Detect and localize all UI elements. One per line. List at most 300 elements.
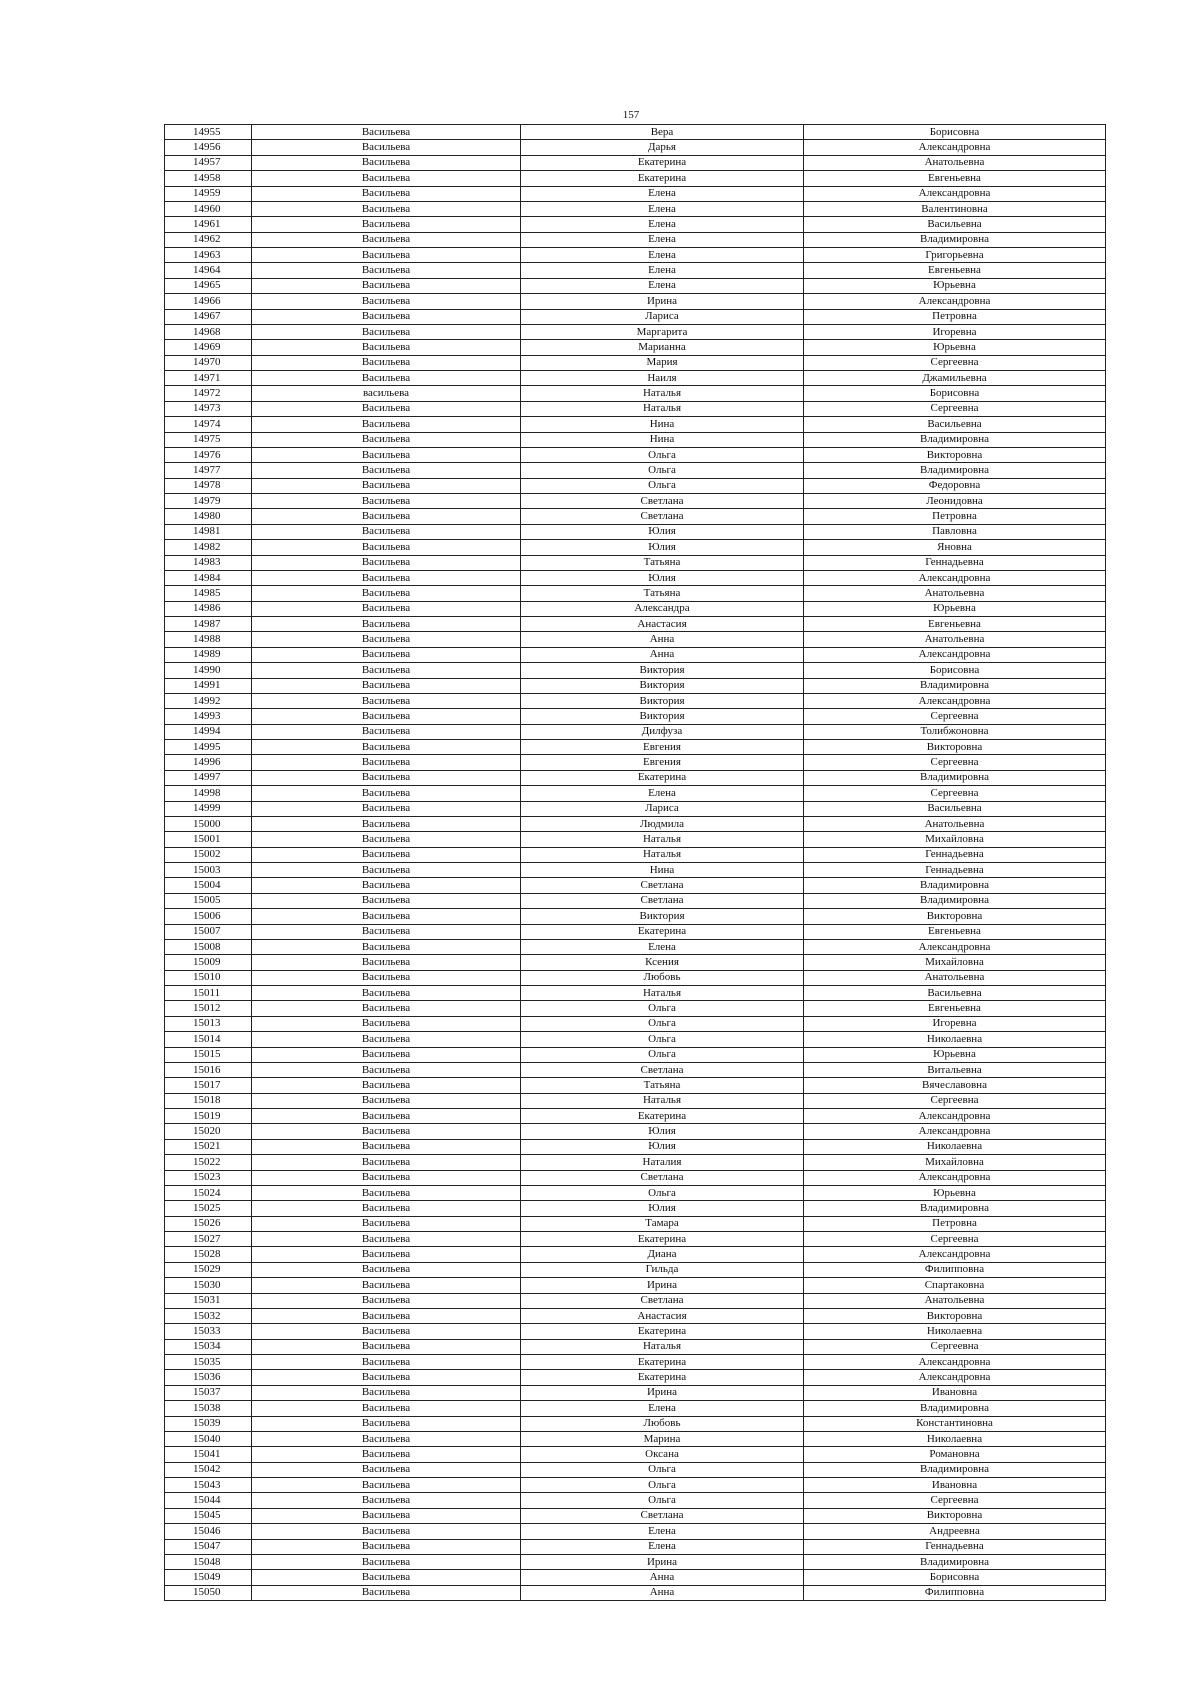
surname-cell: Васильева [252,217,521,232]
first-name-cell: Анастасия [521,1308,804,1323]
table-row [165,1447,1106,1462]
record-number-cell: 15050 [165,1585,252,1600]
table-row [165,1139,1106,1154]
table-row [165,1001,1106,1016]
surname-cell: Васильева [252,1508,521,1523]
surname-cell: Васильева [252,263,521,278]
first-name-cell: Юлия [521,570,804,585]
surname-cell: Васильева [252,1570,521,1585]
record-number-cell: 15048 [165,1554,252,1569]
record-number-cell: 15030 [165,1278,252,1293]
surname-cell: Васильева [252,171,521,186]
patronymic-cell: Борисовна [804,125,1106,140]
surname-cell: Васильева [252,140,521,155]
surname-cell: Васильева [252,1139,521,1154]
first-name-cell: Ольга [521,1047,804,1062]
patronymic-cell: Леонидовна [804,494,1106,509]
first-name-cell: Светлана [521,509,804,524]
surname-cell: Васильева [252,1554,521,1569]
surname-cell: Васильева [252,986,521,1001]
patronymic-cell: Юрьевна [804,1185,1106,1200]
record-number-cell: 15014 [165,1032,252,1047]
first-name-cell: Татьяна [521,1078,804,1093]
first-name-cell: Екатерина [521,1355,804,1370]
first-name-cell: Людмила [521,816,804,831]
first-name-cell: Юлия [521,524,804,539]
patronymic-cell: Игоревна [804,1016,1106,1031]
table-row [165,1508,1106,1523]
patronymic-cell: Филипповна [804,1585,1106,1600]
table-row [165,1324,1106,1339]
surname-cell: Васильева [252,1339,521,1354]
record-number-cell: 15001 [165,832,252,847]
table-row [165,432,1106,447]
table-row [165,155,1106,170]
first-name-cell: Елена [521,786,804,801]
record-number-cell: 15015 [165,1047,252,1062]
record-number-cell: 15047 [165,1539,252,1554]
first-name-cell: Тамара [521,1216,804,1231]
first-name-cell: Екатерина [521,770,804,785]
record-number-cell: 15019 [165,1109,252,1124]
patronymic-cell: Петровна [804,509,1106,524]
surname-cell: Васильева [252,248,521,263]
first-name-cell: Екатерина [521,1232,804,1247]
record-number-cell: 15005 [165,893,252,908]
table-row [165,724,1106,739]
table-row [165,324,1106,339]
first-name-cell: Наталья [521,1339,804,1354]
first-name-cell: Нина [521,417,804,432]
surname-cell: Васильева [252,863,521,878]
surname-cell: Васильева [252,1431,521,1446]
first-name-cell: Ольга [521,478,804,493]
first-name-cell: Ольга [521,1462,804,1477]
record-number-cell: 14963 [165,248,252,263]
table-row [165,248,1106,263]
surname-cell: Васильева [252,632,521,647]
table-row [165,663,1106,678]
surname-cell: Васильева [252,309,521,324]
table-row [165,340,1106,355]
surname-cell: Васильева [252,1447,521,1462]
record-number-cell: 14988 [165,632,252,647]
surname-cell: Васильева [252,832,521,847]
patronymic-cell: Федоровна [804,478,1106,493]
surname-cell: Васильева [252,1001,521,1016]
patronymic-cell: Геннадьевна [804,863,1106,878]
first-name-cell: Екатерина [521,171,804,186]
table-row [165,955,1106,970]
surname-cell: Васильева [252,570,521,585]
record-number-cell: 14991 [165,678,252,693]
first-name-cell: Ольга [521,1032,804,1047]
record-number-cell: 15004 [165,878,252,893]
surname-cell: Васильева [252,1401,521,1416]
record-number-cell: 15016 [165,1062,252,1077]
table-row [165,893,1106,908]
patronymic-cell: Андреевна [804,1524,1106,1539]
table-row [165,1109,1106,1124]
patronymic-cell: Викторовна [804,1508,1106,1523]
first-name-cell: Ольга [521,1016,804,1031]
table-row [165,632,1106,647]
table-row [165,1047,1106,1062]
first-name-cell: Наталья [521,832,804,847]
table-row [165,1401,1106,1416]
first-name-cell: Любовь [521,1416,804,1431]
patronymic-cell: Сергеевна [804,355,1106,370]
first-name-cell: Виктория [521,663,804,678]
first-name-cell: Наталья [521,386,804,401]
surname-cell: Васильева [252,909,521,924]
record-number-cell: 15024 [165,1185,252,1200]
first-name-cell: Ольга [521,1493,804,1508]
first-name-cell: Александра [521,601,804,616]
patronymic-cell: Яновна [804,540,1106,555]
first-name-cell: Ирина [521,1385,804,1400]
first-name-cell: Виктория [521,678,804,693]
patronymic-cell: Владимировна [804,678,1106,693]
first-name-cell: Юлия [521,1124,804,1139]
record-number-cell: 15037 [165,1385,252,1400]
record-number-cell: 15043 [165,1478,252,1493]
patronymic-cell: Александровна [804,1109,1106,1124]
record-number-cell: 15007 [165,924,252,939]
record-number-cell: 14970 [165,355,252,370]
table-row [165,201,1106,216]
table-row [165,1585,1106,1600]
patronymic-cell: Вячеславовна [804,1078,1106,1093]
table-row [165,1247,1106,1262]
table-row [165,693,1106,708]
first-name-cell: Татьяна [521,586,804,601]
surname-cell: Васильева [252,939,521,954]
table-row [165,1462,1106,1477]
patronymic-cell: Владимировна [804,1462,1106,1477]
surname-cell: Васильева [252,740,521,755]
table-row [165,463,1106,478]
record-number-cell: 14962 [165,232,252,247]
first-name-cell: Диана [521,1247,804,1262]
surname-cell: Васильева [252,294,521,309]
patronymic-cell: Викторовна [804,447,1106,462]
first-name-cell: Елена [521,263,804,278]
patronymic-cell: Михайловна [804,1155,1106,1170]
record-number-cell: 14974 [165,417,252,432]
table-row [165,125,1106,140]
first-name-cell: Анна [521,1585,804,1600]
registry-table [164,124,1106,1601]
record-number-cell: 15000 [165,816,252,831]
patronymic-cell: Анатольевна [804,586,1106,601]
patronymic-cell: Сергеевна [804,1339,1106,1354]
record-number-cell: 15031 [165,1293,252,1308]
table-row [165,1431,1106,1446]
patronymic-cell: Александровна [804,186,1106,201]
first-name-cell: Юлия [521,540,804,555]
surname-cell: Васильева [252,1016,521,1031]
table-row [165,1554,1106,1569]
patronymic-cell: Юрьевна [804,278,1106,293]
patronymic-cell: Александровна [804,1124,1106,1139]
first-name-cell: Ольга [521,447,804,462]
first-name-cell: Светлана [521,1293,804,1308]
record-number-cell: 15017 [165,1078,252,1093]
record-number-cell: 14990 [165,663,252,678]
surname-cell: Васильева [252,324,521,339]
patronymic-cell: Александровна [804,570,1106,585]
first-name-cell: Ксения [521,955,804,970]
record-number-cell: 15025 [165,1201,252,1216]
record-number-cell: 14983 [165,555,252,570]
first-name-cell: Наталья [521,847,804,862]
record-number-cell: 14955 [165,125,252,140]
table-row [165,801,1106,816]
surname-cell: Васильева [252,878,521,893]
patronymic-cell: Владимировна [804,1554,1106,1569]
record-number-cell: 15006 [165,909,252,924]
patronymic-cell: Анатольевна [804,155,1106,170]
surname-cell: Васильева [252,340,521,355]
surname-cell: Васильева [252,709,521,724]
first-name-cell: Елена [521,1524,804,1539]
record-number-cell: 15049 [165,1570,252,1585]
surname-cell: Васильева [252,647,521,662]
record-number-cell: 15046 [165,1524,252,1539]
first-name-cell: Ольга [521,1185,804,1200]
surname-cell: Васильева [252,601,521,616]
first-name-cell: Светлана [521,893,804,908]
record-number-cell: 15022 [165,1155,252,1170]
record-number-cell: 14961 [165,217,252,232]
record-number-cell: 15009 [165,955,252,970]
record-number-cell: 15011 [165,986,252,1001]
patronymic-cell: Борисовна [804,1570,1106,1585]
surname-cell: Васильева [252,1385,521,1400]
patronymic-cell: Сергеевна [804,1493,1106,1508]
table-row [165,1278,1106,1293]
record-number-cell: 15020 [165,1124,252,1139]
first-name-cell: Екатерина [521,1370,804,1385]
record-number-cell: 14966 [165,294,252,309]
first-name-cell: Наиля [521,371,804,386]
surname-cell: Васильева [252,524,521,539]
patronymic-cell: Геннадьевна [804,555,1106,570]
first-name-cell: Марианна [521,340,804,355]
surname-cell: Васильева [252,371,521,386]
patronymic-cell: Владимировна [804,893,1106,908]
record-number-cell: 14976 [165,447,252,462]
table-row [165,401,1106,416]
record-number-cell: 15002 [165,847,252,862]
patronymic-cell: Викторовна [804,1308,1106,1323]
patronymic-cell: Петровна [804,309,1106,324]
first-name-cell: Дарья [521,140,804,155]
record-number-cell: 15038 [165,1401,252,1416]
record-number-cell: 15013 [165,1016,252,1031]
table-row [165,140,1106,155]
table-row [165,678,1106,693]
record-number-cell: 14980 [165,509,252,524]
record-number-cell: 14994 [165,724,252,739]
record-number-cell: 15034 [165,1339,252,1354]
surname-cell: Васильева [252,1585,521,1600]
table-row [165,1493,1106,1508]
surname-cell: Васильева [252,1155,521,1170]
record-number-cell: 14996 [165,755,252,770]
table-row [165,1032,1106,1047]
first-name-cell: Вера [521,125,804,140]
record-number-cell: 14972 [165,386,252,401]
first-name-cell: Гильда [521,1262,804,1277]
record-number-cell: 14982 [165,540,252,555]
surname-cell: Васильева [252,232,521,247]
patronymic-cell: Анатольевна [804,632,1106,647]
first-name-cell: Елена [521,201,804,216]
surname-cell: Васильева [252,278,521,293]
record-number-cell: 14995 [165,740,252,755]
first-name-cell: Ольга [521,1001,804,1016]
record-number-cell: 14958 [165,171,252,186]
patronymic-cell: Евгеньевна [804,171,1106,186]
patronymic-cell: Валентиновна [804,201,1106,216]
patronymic-cell: Джамильевна [804,371,1106,386]
patronymic-cell: Петровна [804,1216,1106,1231]
first-name-cell: Нина [521,863,804,878]
table-row [165,1155,1106,1170]
table-row [165,309,1106,324]
patronymic-cell: Витальевна [804,1062,1106,1077]
table-row [165,709,1106,724]
table-row [165,478,1106,493]
surname-cell: Васильева [252,355,521,370]
patronymic-cell: Васильевна [804,801,1106,816]
first-name-cell: Елена [521,278,804,293]
first-name-cell: Анна [521,632,804,647]
surname-cell: Васильева [252,1355,521,1370]
table-row [165,740,1106,755]
patronymic-cell: Александровна [804,1370,1106,1385]
table-row [165,601,1106,616]
first-name-cell: Юлия [521,1201,804,1216]
record-number-cell: 14967 [165,309,252,324]
patronymic-cell: Геннадьевна [804,847,1106,862]
patronymic-cell: Михайловна [804,832,1106,847]
surname-cell: Васильева [252,1370,521,1385]
record-number-cell: 15029 [165,1262,252,1277]
patronymic-cell: Евгеньевна [804,617,1106,632]
patronymic-cell: Владимировна [804,1401,1106,1416]
first-name-cell: Анастасия [521,617,804,632]
patronymic-cell: Филипповна [804,1262,1106,1277]
surname-cell: Васильева [252,1032,521,1047]
patronymic-cell: Геннадьевна [804,1539,1106,1554]
surname-cell: Васильева [252,1047,521,1062]
table-row [165,371,1106,386]
table-row [165,617,1106,632]
table-row [165,524,1106,539]
first-name-cell: Юлия [521,1139,804,1154]
surname-cell: Васильева [252,1170,521,1185]
surname-cell: Васильева [252,555,521,570]
table-row [165,847,1106,862]
first-name-cell: Ирина [521,1554,804,1569]
table-row [165,970,1106,985]
first-name-cell: Ирина [521,1278,804,1293]
surname-cell: Васильева [252,1262,521,1277]
patronymic-cell: Сергеевна [804,786,1106,801]
first-name-cell: Елена [521,939,804,954]
patronymic-cell: Евгеньевна [804,924,1106,939]
patronymic-cell: Николаевна [804,1032,1106,1047]
patronymic-cell: Григорьевна [804,248,1106,263]
first-name-cell: Евгения [521,755,804,770]
surname-cell: Васильева [252,955,521,970]
surname-cell: Васильева [252,1416,521,1431]
table-row [165,171,1106,186]
table-row [165,1570,1106,1585]
surname-cell: Васильева [252,1078,521,1093]
surname-cell: Васильева [252,970,521,985]
surname-cell: Васильева [252,125,521,140]
table-row [165,1124,1106,1139]
patronymic-cell: Игоревна [804,324,1106,339]
table-row [165,1293,1106,1308]
patronymic-cell: Борисовна [804,663,1106,678]
surname-cell: Васильева [252,201,521,216]
surname-cell: Васильева [252,663,521,678]
table-row [165,1185,1106,1200]
surname-cell: Васильева [252,417,521,432]
patronymic-cell: Константиновна [804,1416,1106,1431]
table-row [165,909,1106,924]
table-row [165,786,1106,801]
surname-cell: васильева [252,386,521,401]
record-number-cell: 14975 [165,432,252,447]
first-name-cell: Наталья [521,1093,804,1108]
surname-cell: Васильева [252,924,521,939]
record-number-cell: 14959 [165,186,252,201]
table-row [165,832,1106,847]
table-row [165,1093,1106,1108]
patronymic-cell: Спартаковна [804,1278,1106,1293]
surname-cell: Васильева [252,509,521,524]
patronymic-cell: Сергеевна [804,1093,1106,1108]
record-number-cell: 15023 [165,1170,252,1185]
table-row [165,1370,1106,1385]
record-number-cell: 15003 [165,863,252,878]
page-number: 157 [622,109,640,121]
record-number-cell: 14987 [165,617,252,632]
first-name-cell: Ольга [521,1478,804,1493]
first-name-cell: Виктория [521,909,804,924]
record-number-cell: 14986 [165,601,252,616]
record-number-cell: 14989 [165,647,252,662]
table-row [165,494,1106,509]
table-row [165,1478,1106,1493]
table-row [165,939,1106,954]
record-number-cell: 15044 [165,1493,252,1508]
table-row [165,1524,1106,1539]
patronymic-cell: Ивановна [804,1385,1106,1400]
table-row [165,1201,1106,1216]
first-name-cell: Светлана [521,1170,804,1185]
patronymic-cell: Александровна [804,1355,1106,1370]
patronymic-cell: Анатольевна [804,970,1106,985]
surname-cell: Васильева [252,678,521,693]
surname-cell: Васильева [252,724,521,739]
